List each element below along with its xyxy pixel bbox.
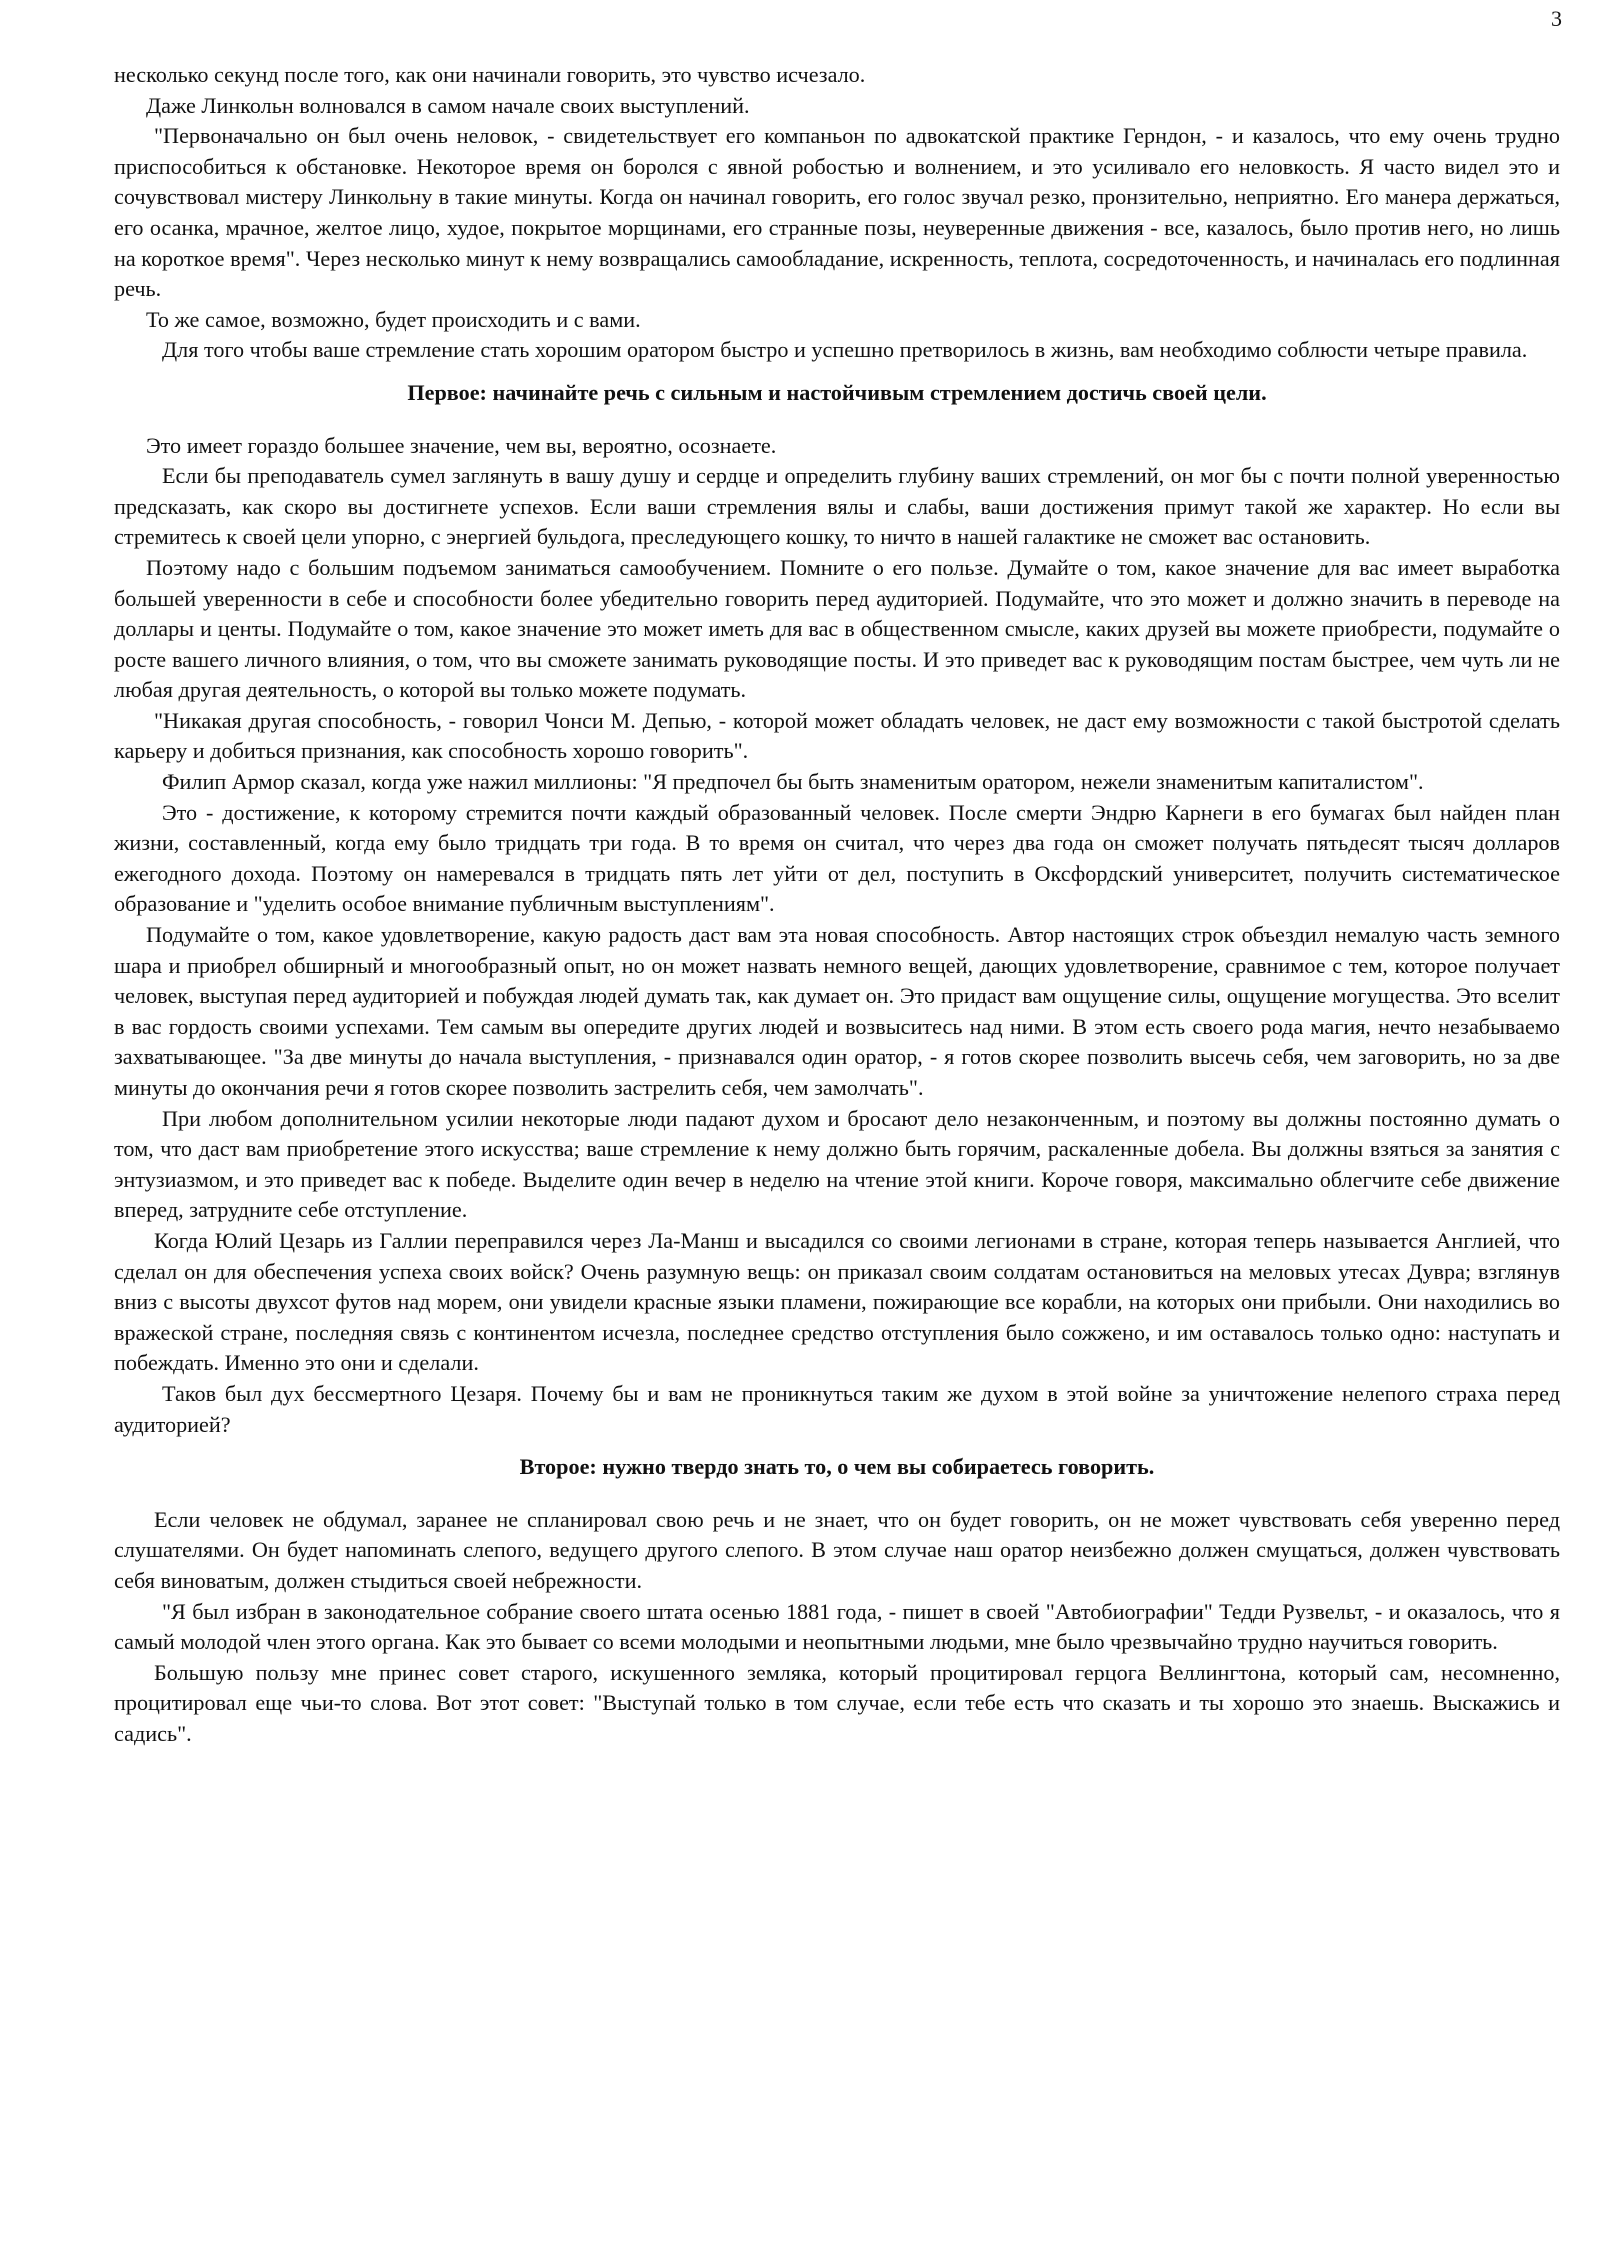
- paragraph: Если бы преподаватель сумел заглянуть в вашу душу и сердце и определить глубину ваших стремлений, он мог бы с почти полной уверенностью предсказать, как скоро вы достигнете успехов. Если ваши стремления вялы и слабы, ваши достижения примут такой же характер. Но если вы стремитесь к своей цели упорно, с энергией бульдога, преследующего кошку, то ничто в нашей галактике не сможет вас остановить.: [114, 463, 1560, 550]
- paragraph: "Я был избран в законодательное собрание своего штата осенью 1881 года, - пишет в своей "Автобиографии" Тедди Рузвельт, - и оказалось, что я самый молодой член этого органа. Как это бывает со всеми молодыми и неопытными людьми, мне было чрезвычайно трудно научиться говорить.: [114, 1598, 1560, 1655]
- paragraph: Подумайте о том, какое удовлетворение, какую радость даст вам эта новая способность. Автор настоящих строк объездил немалую часть земного шара и приобрел обширный и многообразный опыт, но он может назвать немного вещей, дающих удовлетворение, сравнимое с тем, которое получает человек, выступая перед аудиторией и побуждая людей думать так, как думает он. Это придаст вам ощущение силы, ощущение могущества. Это вселит в вас гордость своими успехами. Тем самым вы опередите других людей и возвыситесь над ними. В этом есть своего рода магия, нечто незабываемо захватывающее. "За две минуты до начала выступления, - признавался один оратор, - я готов скорее позволить высечь себя, чем заговорить, но за две минуты до окончания речи я готов скорее позволить застрелить себя, чем замолчать".: [114, 922, 1560, 1100]
- paragraph: Поэтому надо с большим подъемом заниматься самообучением. Помните о его пользе. Думайте о том, какое значение для вас имеет выработка большей уверенности в себе и способности более убедительно говорить перед аудиторией. Подумайте, что это может и должно значить в переводе на доллары и центы. Подумайте о том, какое значение это может иметь для вас в общественном смысле, каких друзей вы можете приобрести, подумайте о росте вашего личного влияния, о том, что вы сможете занимать руководящие посты. И это приведет вас к руководящим постам быстрее, чем чуть ли не любая другая деятельность, о которой вы только можете подумать.: [114, 554, 1560, 703]
- paragraph: Это - достижение, к которому стремится почти каждый образованный человек. После смерти Эндрю Карнеги в его бумагах был найден план жизни, составленный, когда ему было тридцать три года. В то время он считал, что через два года он сможет получать пятьдесят тысяч долларов ежегодного дохода. Поэтому он намеревался в тридцать пять лет уйти от дел, поступить в Оксфордский университет, получить систематическое образование и "уделить особое внимание публичным выступлениям".: [114, 799, 1560, 917]
- paragraph: Таков был дух бессмертного Цезаря. Почему бы и вам не проникнуться таким же духом в этой войне за уничтожение нелепого страха перед аудиторией?: [114, 1380, 1560, 1437]
- paragraph: несколько секунд после того, как они начинали говорить, это чувство исчезало.: [114, 62, 866, 87]
- paragraph: Даже Линкольн волновался в самом начале своих выступлений.: [146, 92, 750, 118]
- section-heading: Второе: нужно твердо знать то, о чем вы собираетесь говорить.: [519, 1454, 1155, 1480]
- paragraph: "Первоначально он был очень неловок, - свидетельствует его компаньон по адвокатской практике Герндон, - и казалось, что ему очень трудно приспособиться к обстановке. Некоторое время он боролся с явной робостью и волнением, и это усиливало его неловкость. Я часто видел это и сочувствовал мистеру Линкольну в такие минуты. Когда он начинал говорить, его голос звучал резко, пронзительно, неприятно. Его манера держаться, его осанка, мрачное, желтое лицо, худое, покрытое морщинами, его странные позы, неуверенные движения - все, казалось, было против него, но лишь на короткое время". Через несколько минут к нему возвращались самообладание, искренность, теплота, сосредоточенность, и начиналась его подлинная речь.: [114, 123, 1560, 302]
- paragraph: Филип Армор сказал, когда уже нажил миллионы: "Я предпочел бы быть знаменитым оратором, нежели знаменитым капиталистом".: [162, 769, 1424, 795]
- section-heading: Первое: начинайте речь с сильным и настойчивым стремлением достичь своей цели.: [407, 379, 1267, 405]
- paragraph: То же самое, возможно, будет происходить и с вами.: [146, 306, 641, 332]
- paragraph: Для того чтобы ваше стремление стать хорошим оратором быстро и успешно претворилось в жизнь, вам необходимо соблюсти четыре правила.: [162, 337, 1528, 363]
- paragraph: Когда Юлий Цезарь из Галлии переправился через Ла-Манш и высадился со своими легионами в стране, которая теперь называется Англией, что сделал он для обеспечения успеха своих войск? Очень разумную вещь: он приказал своим солдатам остановиться на меловых утесах Дувра; взглянув вниз с высоты двухсот футов над морем, они увидели красные языки пламени, пожирающие все корабли, на которых они прибыли. Они находились во вражеской стране, последняя связь с континентом исчезла, последнее средство отступления было сожжено, и им оставалось только одно: наступать и побеждать. Именно это они и сделали.: [114, 1227, 1560, 1376]
- page-number: 3: [1551, 6, 1562, 31]
- paragraph: При любом дополнительном усилии некоторые люди падают духом и бросают дело незаконченным, и поэтому вы должны постоянно думать о том, что даст вам приобретение этого искусства; ваше стремление к нему должно быть горячим, раскаленные добела. Вы должны взяться за занятия с энтузиазмом, и это приведет вас к победе. Выделите один вечер в неделю на чтение этой книги. Короче говоря, максимально облегчите себе движение вперед, затрудните себе отступление.: [114, 1105, 1560, 1223]
- paragraph: Большую пользу мне принес совет старого, искушенного земляка, который процитировал герцога Веллингтона, который сам, несомненно, процитировал еще чьи-то слова. Вот этот совет: "Выступай только в том случае, если тебе есть что сказать и ты хорошо это знаешь. Выскажись и садись".: [114, 1659, 1560, 1746]
- paragraph: "Никакая другая способность, - говорил Чонси М. Депью, - которой может обладать человек, не даст ему возможности с такой быстротой сделать карьеру и добиться признания, как способность хорошо говорить".: [114, 707, 1560, 764]
- paragraph: Это имеет гораздо большее значение, чем вы, вероятно, осознаете.: [146, 432, 777, 458]
- document-body: [114, 60, 1560, 1749]
- paragraph: Если человек не обдумал, заранее не спланировал свою речь и не знает, что он будет говорить, он не может чувствовать себя уверенно перед слушателями. Он будет напоминать слепого, ведущего другого слепого. В этом случае наш оратор неизбежно должен смущаться, должен чувствовать себя виноватым, должен стыдиться своей небрежности.: [114, 1506, 1560, 1593]
